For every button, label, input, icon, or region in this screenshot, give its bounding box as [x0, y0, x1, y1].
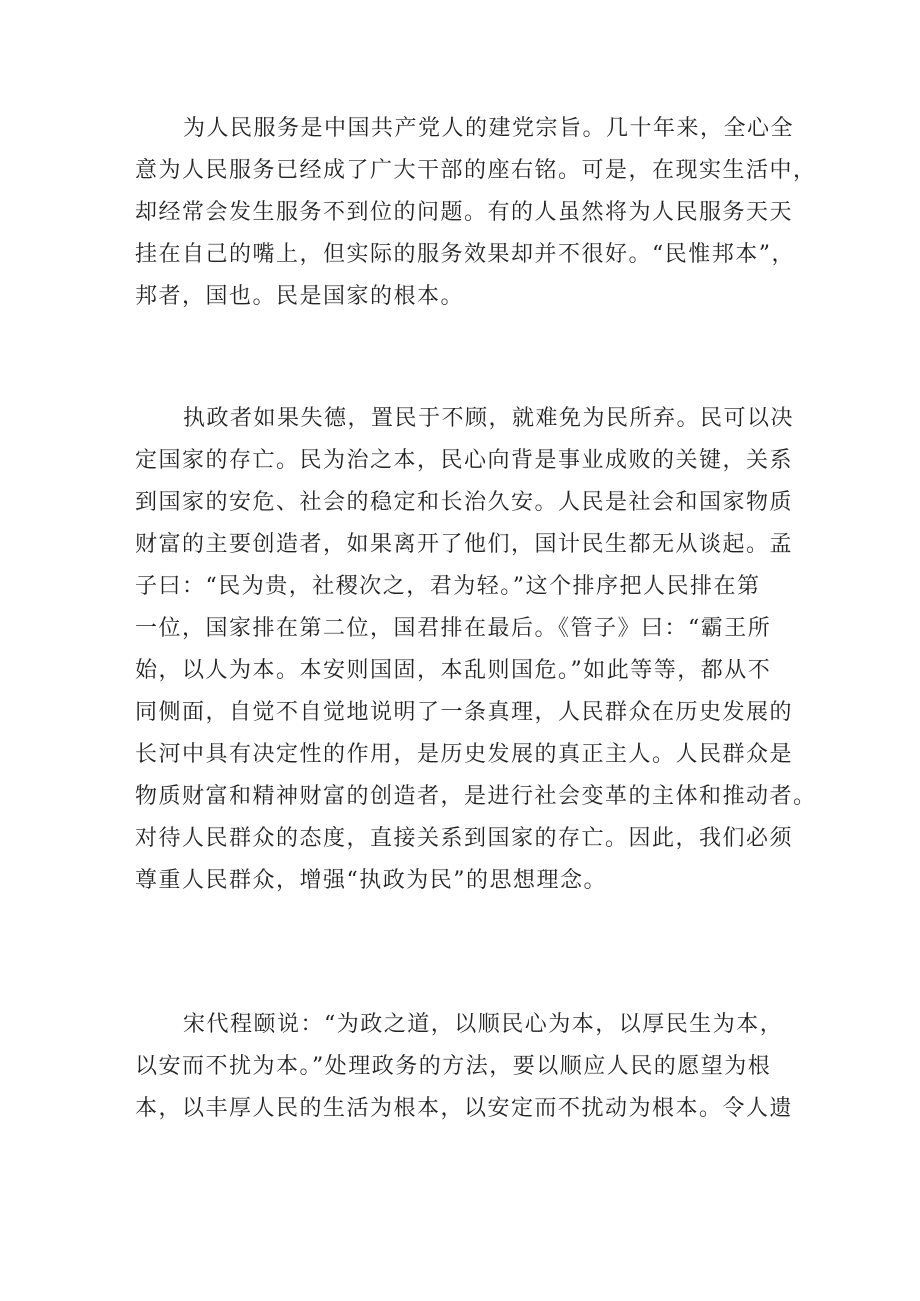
paragraph-line: 物质财富和精神财富的创造者，是进行社会变革的主体和推动者。: [135, 784, 817, 809]
paragraph-line: 挂在自己的嘴上，但实际的服务效果却并不很好。“民惟邦本”，: [135, 242, 795, 267]
paragraph-line: 邦者，国也。民是国家的根本。: [135, 284, 465, 309]
paragraph-line: 宋代程颐说：“为政之道，以顺民心为本，以厚民生为本，: [183, 1012, 784, 1037]
paragraph-3: [135, 1004, 795, 1130]
paragraph-line: 以安而不扰为本。”处理政务的方法，要以顺应人民的愿望为根: [135, 1054, 772, 1079]
paragraph-line: 子曰：“民为贵，社稷次之，君为轻。”这个排序把人民排在第: [135, 574, 761, 599]
paragraph-line: 同侧面，自觉不自觉地说明了一条真理，人民群众在历史发展的: [135, 700, 794, 725]
paragraph-line: 一位，国家排在第二位，国君排在最后。《管子》曰：“霸王所: [135, 616, 772, 641]
paragraph-line: 意为人民服务已经成了广大干部的座右铭。可是，在现实生活中，: [135, 158, 817, 183]
paragraph-2: [135, 398, 817, 902]
paragraph-line: 尊重人民群众，增强“执政为民”的思想理念。: [135, 868, 607, 893]
paragraph-1: [135, 108, 817, 318]
paragraph-line: 财富的主要创造者，如果离开了他们，国计民生都无从谈起。孟: [135, 532, 794, 557]
paragraph-line: 执政者如果失德，置民于不顾，就难免为民所弃。民可以决: [183, 406, 795, 431]
paragraph-line: 对待人民群众的态度，直接关系到国家的存亡。因此，我们必须: [135, 826, 794, 851]
paragraph-line: 本，以丰厚人民的生活为根本，以安定而不扰动为根本。令人遗: [135, 1096, 794, 1121]
paragraph-line: 到国家的安危、社会的稳定和长治久安。人民是社会和国家物质: [135, 490, 794, 515]
paragraph-line: 定国家的存亡。民为治之本，民心向背是事业成败的关键，关系: [135, 448, 794, 473]
paragraph-line: 为人民服务是中国共产党人的建党宗旨。几十年来，全心全: [183, 116, 795, 141]
paragraph-line: 长河中具有决定性的作用，是历史发展的真正主人。人民群众是: [135, 742, 794, 767]
paragraph-line: 始，以人为本。本安则国固，本乱则国危。”如此等等，都从不: [135, 658, 772, 683]
paragraph-line: 却经常会发生服务不到位的问题。有的人虽然将为人民服务天天: [135, 200, 794, 225]
